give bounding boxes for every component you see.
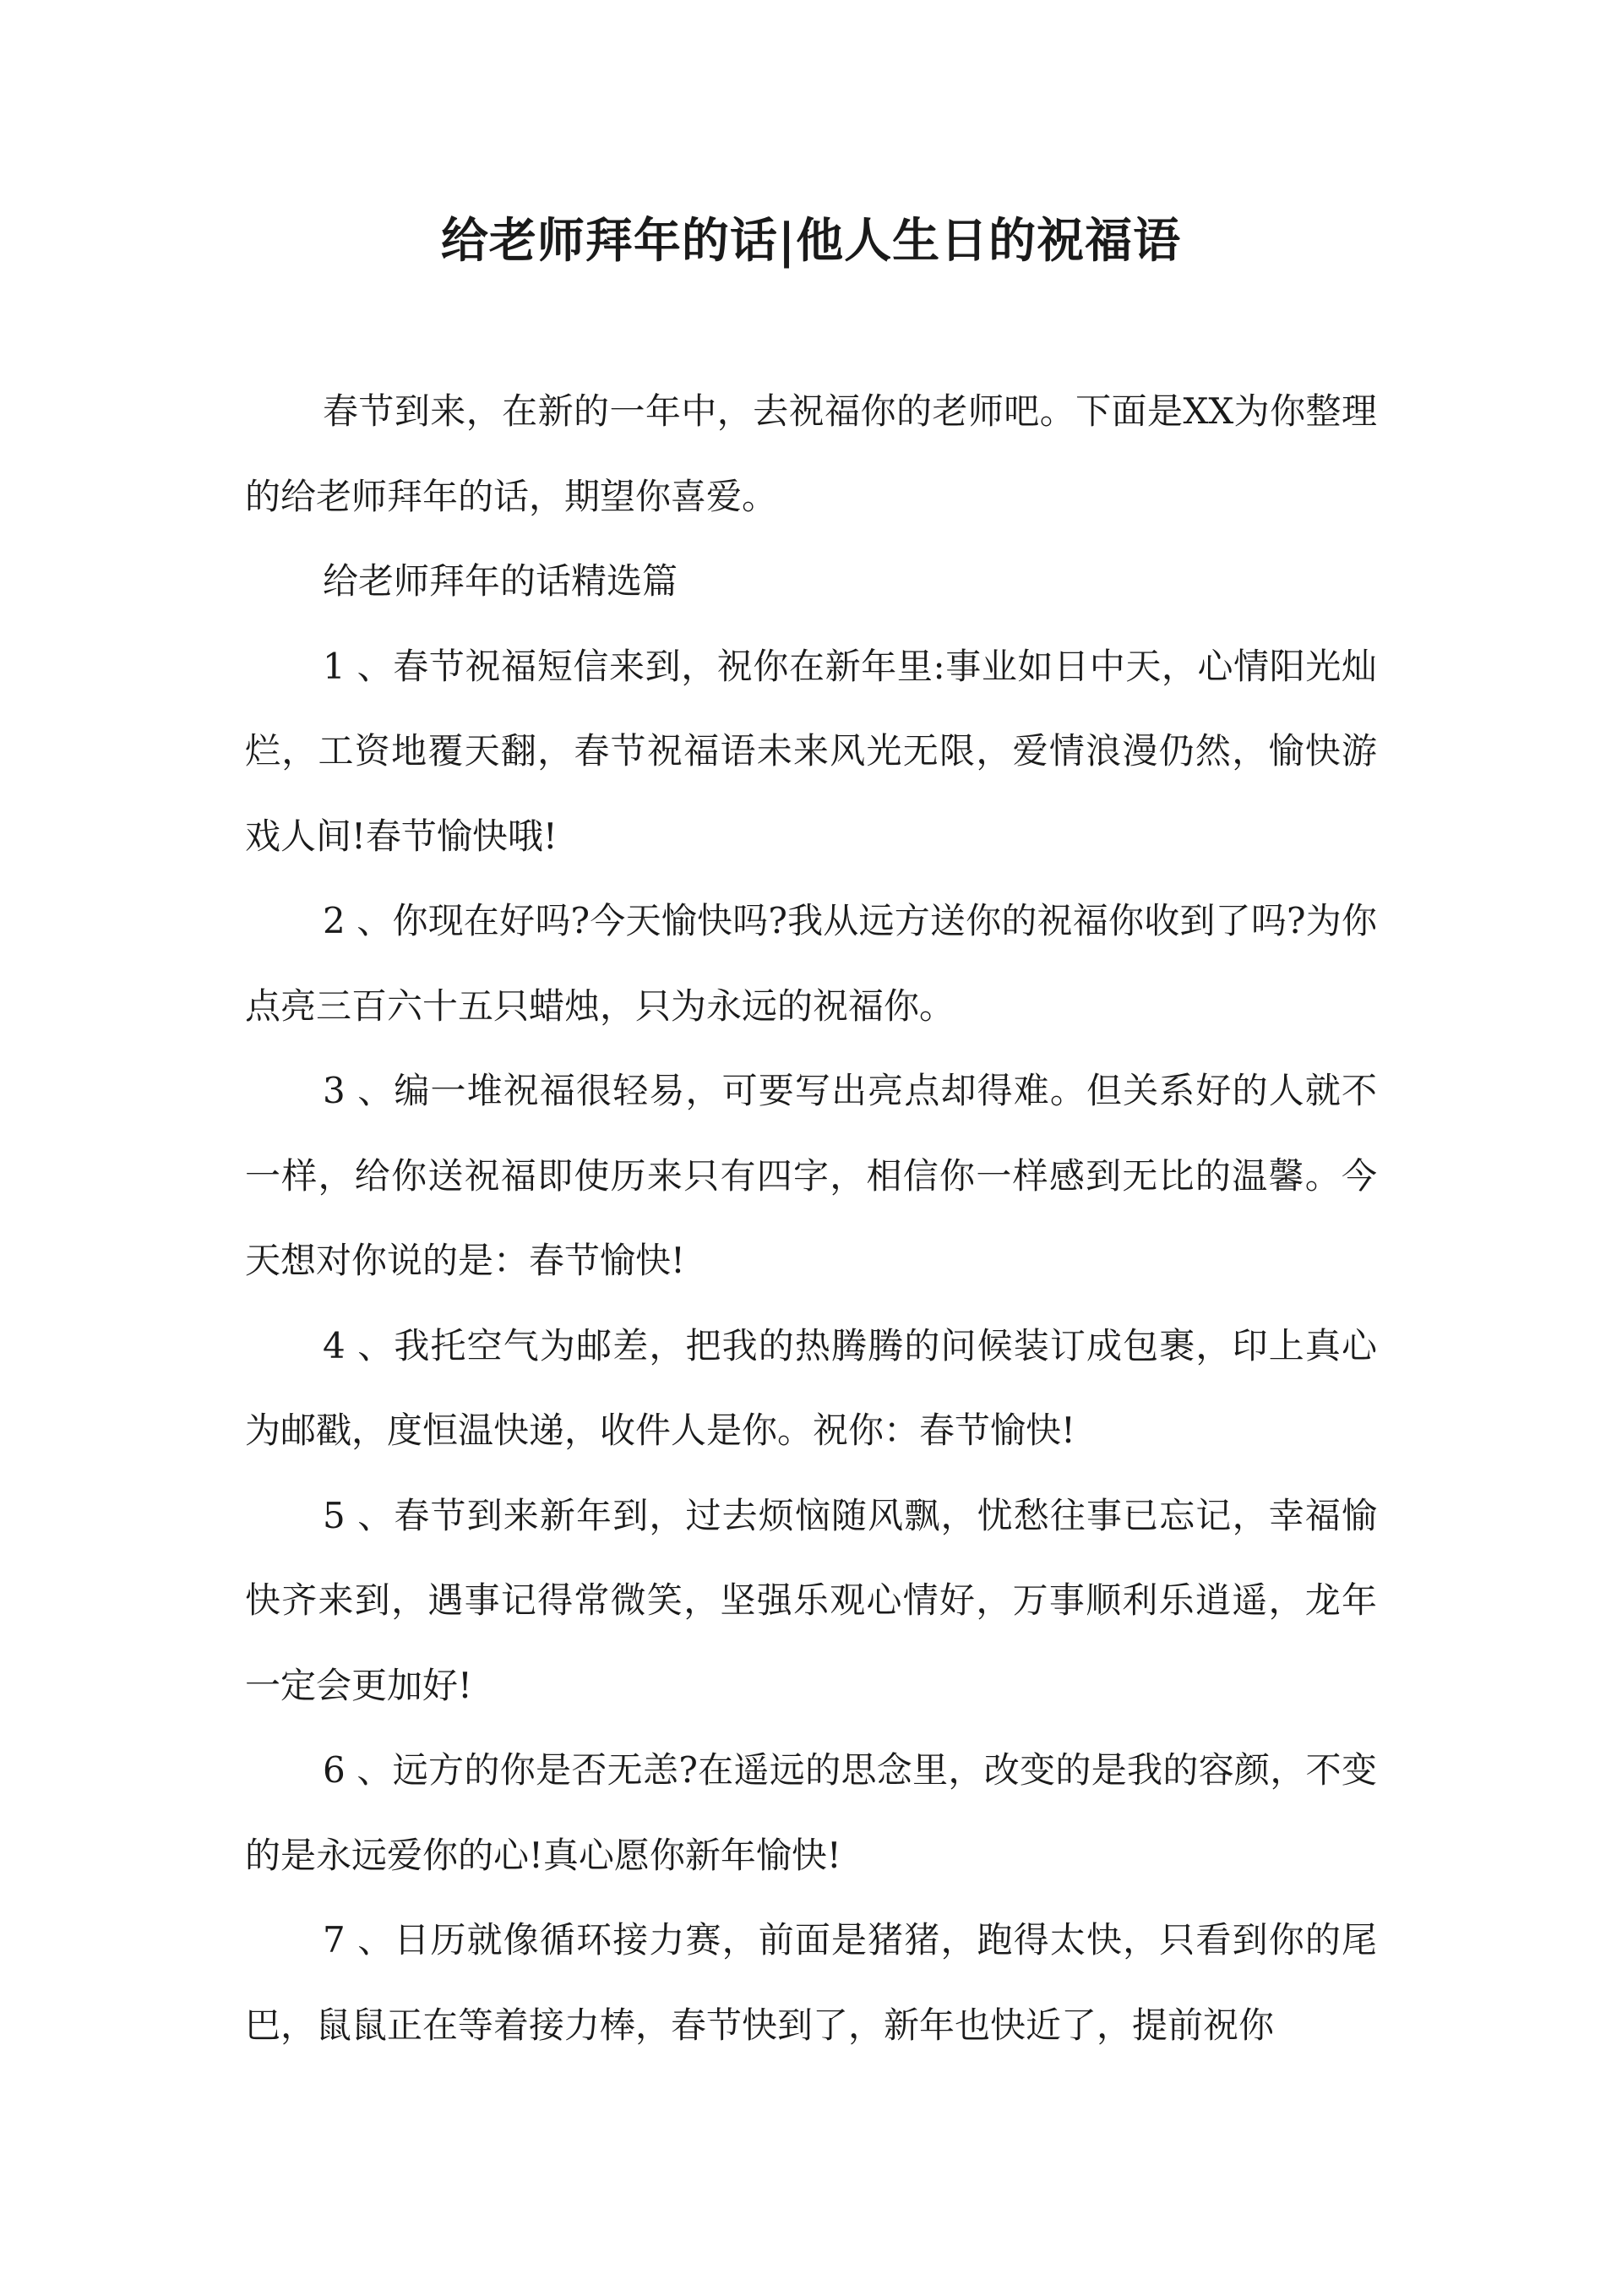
list-item: 6 、远方的你是否无恙?在遥远的思念里，改变的是我的容颜，不变的是永远爱你的心!真心愿你新年愉快! (245, 1749, 1377, 1876)
list-item: 5 、春节到来新年到，过去烦恼随风飘，忧愁往事已忘记，幸福愉快齐来到，遇事记得常微笑，坚强乐观心情好，万事顺利乐逍遥，龙年一定会更加好! (245, 1494, 1377, 1706)
list-item: 3 、编一堆祝福很轻易，可要写出亮点却得难。但关系好的人就不一样，给你送祝福即使历来只有四字，相信你一样感到无比的温馨。今天想对你说的是：春节愉快! (245, 1070, 1377, 1281)
document-body (245, 369, 1377, 2068)
list-item: 2 、你现在好吗?今天愉快吗?我从远方送你的祝福你收到了吗?为你点亮三百六十五只蜡烛，只为永远的祝福你。 (245, 900, 1377, 1027)
section-heading: 给老师拜年的话精选篇 (323, 560, 678, 602)
list-item: 1 、春节祝福短信来到，祝你在新年里:事业如日中天，心情阳光灿烂，工资地覆天翻，春节祝福语未来风光无限，爱情浪漫仍然，愉快游戏人间!春节愉快哦! (245, 645, 1377, 857)
list-item: 4 、我托空气为邮差，把我的热腾腾的问候装订成包裹，印上真心为邮戳，度恒温快递，收件人是你。祝你：春节愉快! (245, 1324, 1377, 1451)
document-title: 给老师拜年的话|他人生日的祝福语 (440, 213, 1182, 269)
list-item: 7 、日历就像循环接力赛，前面是猪猪，跑得太快，只看到你的尾巴，鼠鼠正在等着接力棒，春节快到了，新年也快近了，提前祝你 (245, 1919, 1377, 2046)
intro-paragraph: 春节到来，在新的一年中，去祝福你的老师吧。下面是XX为你整理的给老师拜年的话，期望你喜爱。 (245, 390, 1377, 517)
